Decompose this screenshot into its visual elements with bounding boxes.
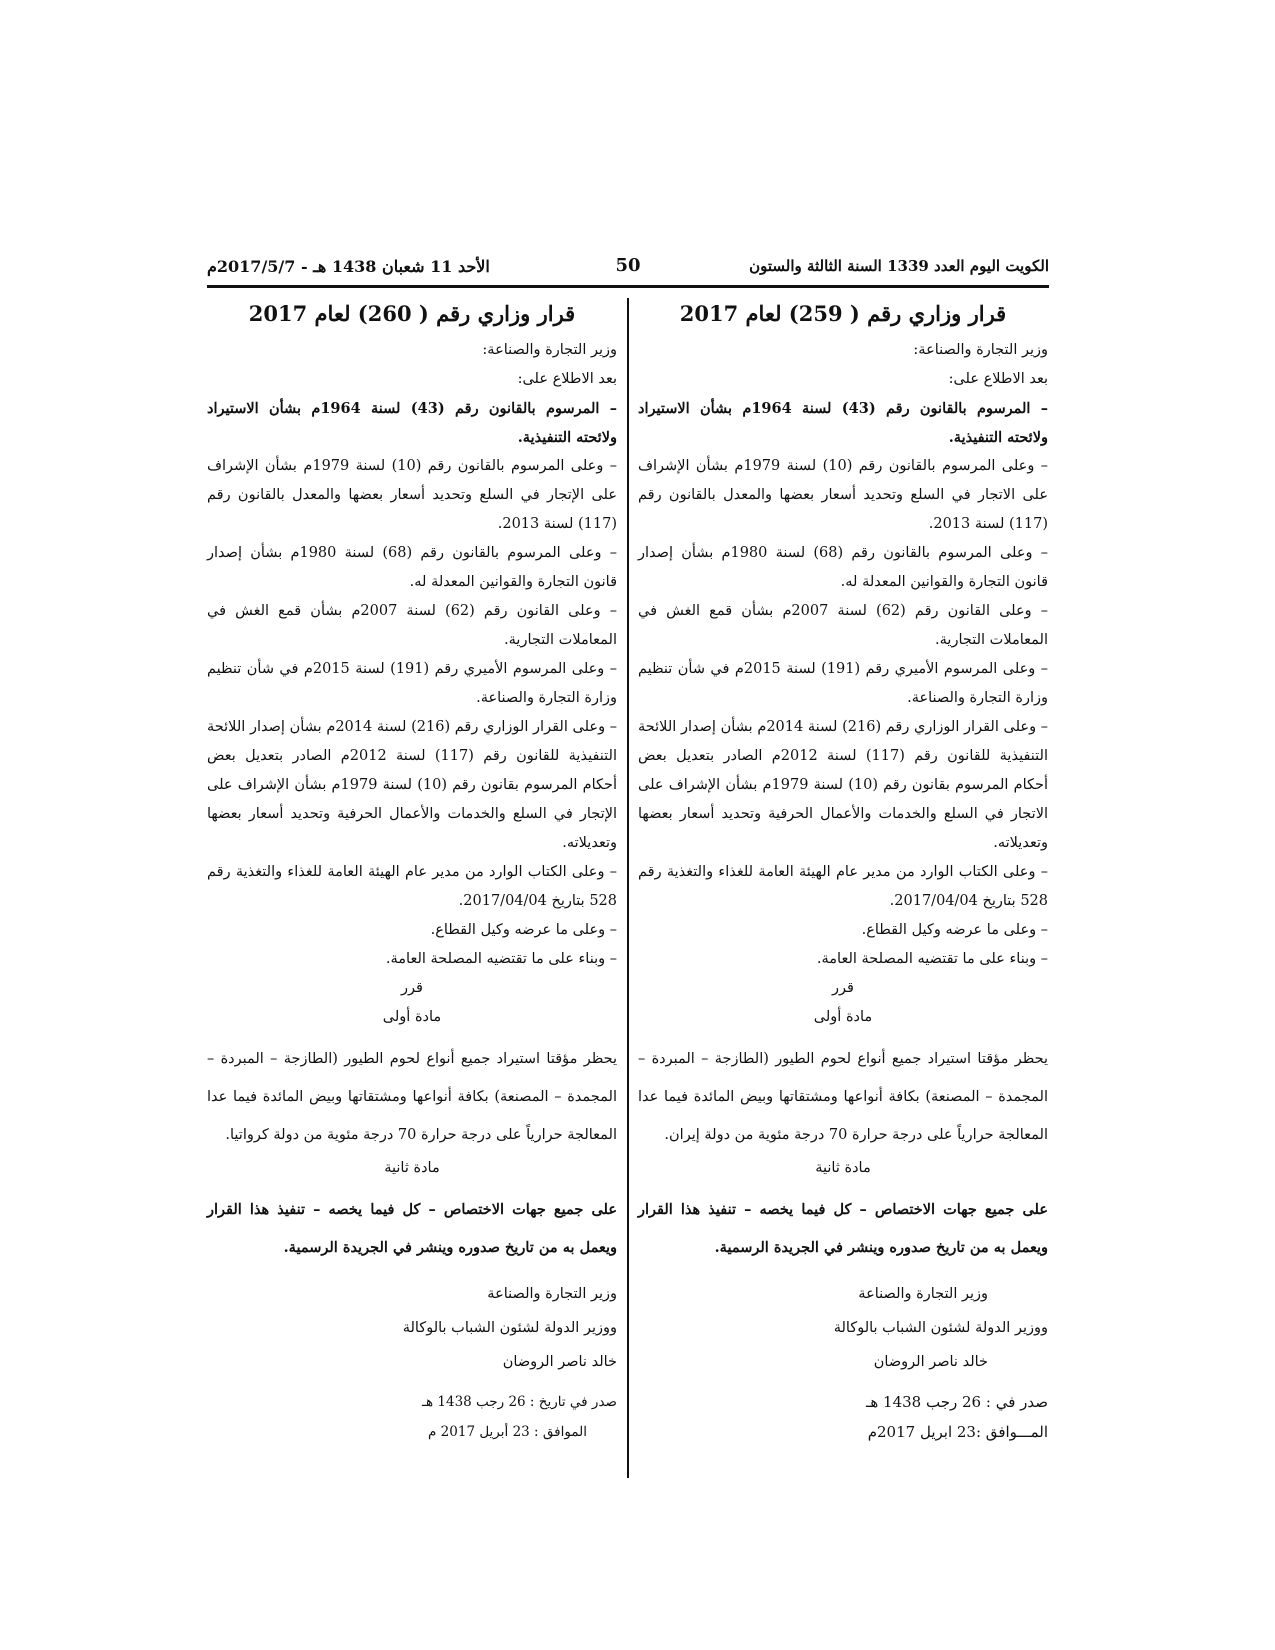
article-1-title: مادة أولى: [813, 1009, 873, 1025]
issued-date: صدر في : 26 رجب 1438 هـ: [865, 1393, 1048, 1411]
corresponding-date: المـــوافق :23 ابريل 2017م: [867, 1423, 1048, 1441]
preamble-item: – وبناء على ما تقتضيه المصلحة العامة.: [816, 951, 1048, 967]
article-1-body: يحظر مؤقتا استيراد جميع أنواع لحوم الطيور (الطازجة – المبردة – المجمدة – المصنعة) بكافة أنواعها ومشتقاتها وبيض المائدة فيما عدا المعالجة حرارياً على درجة حرارة 70 درجة مئوية من دولة كرواتيا.: [207, 1051, 617, 1143]
preamble-item: – وعلى المرسوم الأميري رقم (191) لسنة 2015م في شأن تنظيم وزارة التجارة والصناعة.: [638, 661, 1048, 706]
preamble-item: – وعلى الكتاب الوارد من مدير عام الهيئة العامة للغذاء والتغذية رقم 528 بتاريخ 2017/04/04.: [207, 864, 617, 909]
issued-date: صدر في تاريخ : 26 رجب 1438 هـ: [422, 1394, 617, 1410]
signatory-name: خالد ناصر الروضان: [873, 1354, 988, 1370]
preamble-item: – وعلى المرسوم بالقانون رقم (68) لسنة 1980م بشأن إصدار قانون التجارة والقوانين المعدلة له.: [638, 545, 1048, 590]
page-header: [207, 255, 1049, 279]
article-2-body: على جميع جهات الاختصاص – كل فيما يخصه – تنفيذ هذا القرار ويعمل به من تاريخ صدوره وينشر في الجريدة الرسمية.: [638, 1201, 1048, 1256]
column-divider: [627, 298, 629, 1478]
preamble-item: – وعلى المرسوم الأميري رقم (191) لسنة 2015م في شأن تنظيم وزارة التجارة والصناعة.: [207, 661, 617, 706]
decree-title: قرار وزاري رقم ( 259) لعام 2017: [679, 301, 1007, 326]
preamble-item: – وعلى المرسوم بالقانون رقم (10) لسنة 1979م بشأن الإشراف على الاتجار في السلع وتحديد أسعار بعضها والمعدل بالقانون رقم (117) لسنة 2013.: [638, 458, 1048, 532]
signatory-title: وزير التجارة والصناعة: [858, 1286, 988, 1302]
header-rule: [207, 285, 1049, 288]
article-1-title: مادة أولى: [382, 1009, 442, 1025]
preamble-item: – وعلى ما عرضه وكيل القطاع.: [430, 922, 617, 938]
preamble-item: – وعلى القرار الوزاري رقم (216) لسنة 2014م بشأن إصدار اللائحة التنفيذية للقانون رقم (117) لسنة 2012م الصادر بتعديل بعض أحكام المرسوم بقانون رقم (10) لسنة 1979م بشأن الإشراف على الإتجار في السلع والخدمات والأعمال الحرفية وتحديد أسعار بعضها وتعديلاته.: [207, 719, 617, 851]
preamble-item: – وعلى القرار الوزاري رقم (216) لسنة 2014م بشأن إصدار اللائحة التنفيذية للقانون رقم (117) لسنة 2012م الصادر بتعديل بعض أحكام المرسوم بقانون رقم (10) لسنة 1979م بشأن الإشراف على الاتجار في السلع والخدمات والأعمال الحرفية وتحديد أسعار بعضها وتعديلاته.: [638, 719, 1048, 851]
signatory-title: ووزير الدولة لشئون الشباب بالوكالة: [833, 1320, 1048, 1336]
signatory-title: وزير التجارة والصناعة: [487, 1286, 617, 1302]
page-number: 50: [615, 255, 641, 276]
issue-date-block: [638, 1387, 1048, 1447]
after-review-line: بعد الاطلاع على:: [948, 371, 1048, 387]
article-1-body: يحظر مؤقتا استيراد جميع أنواع لحوم الطيور (الطازجة – المبردة – المجمدة – المصنعة) بكافة أنواعها ومشتقاتها وبيض المائدة فيما عدا المعالجة حرارياً على درجة حرارة 70 درجة مئوية من دولة إيران.: [638, 1051, 1048, 1143]
signature-block: [638, 1277, 1048, 1379]
signatory-name: خالد ناصر الروضان: [502, 1354, 617, 1370]
preamble-item: – المرسوم بالقانون رقم (43) لسنة 1964م بشأن الاستيراد ولائحته التنفيذية.: [638, 400, 1049, 446]
minister-line: وزير التجارة والصناعة:: [913, 342, 1048, 358]
preamble-item: – وعلى المرسوم بالقانون رقم (68) لسنة 1980م بشأن إصدار قانون التجارة والقوانين المعدلة له.: [207, 545, 617, 590]
preamble-item: – وعلى القانون رقم (62) لسنة 2007م بشأن قمع الغش في المعاملات التجارية.: [207, 603, 617, 648]
minister-line: وزير التجارة والصناعة:: [482, 342, 617, 358]
decree-title: قرار وزاري رقم ( 260) لعام 2017: [248, 301, 576, 326]
header-date: الأحد 11 شعبان 1438 هـ - 2017/5/7م: [207, 257, 490, 276]
decided-heading: قرر: [401, 980, 423, 996]
article-2-body: على جميع جهات الاختصاص – كل فيما يخصه – تنفيذ هذا القرار ويعمل به من تاريخ صدوره وينشر في الجريدة الرسمية.: [207, 1201, 617, 1256]
issue-date-block: [207, 1387, 617, 1447]
header-issue-info: الكويت اليوم العدد 1339 السنة الثالثة والستون: [749, 257, 1049, 275]
preamble-item: – وعلى ما عرضه وكيل القطاع.: [861, 922, 1048, 938]
decree-260-column: [207, 298, 617, 1447]
article-2-title: مادة ثانية: [384, 1160, 440, 1176]
preamble-item: – وبناء على ما تقتضيه المصلحة العامة.: [385, 951, 617, 967]
decree-259-column: [638, 298, 1048, 1447]
corresponding-date: الموافق : 23 أبريل 2017 م: [428, 1424, 587, 1440]
preamble-item: – المرسوم بالقانون رقم (43) لسنة 1964م بشأن الاستيراد ولائحته التنفيذية.: [207, 400, 618, 446]
decided-heading: قرر: [832, 980, 854, 996]
signature-block: [207, 1277, 617, 1379]
signatory-title: ووزير الدولة لشئون الشباب بالوكالة: [402, 1320, 617, 1336]
article-2-title: مادة ثانية: [815, 1160, 871, 1176]
after-review-line: بعد الاطلاع على:: [517, 371, 617, 387]
preamble-item: – وعلى الكتاب الوارد من مدير عام الهيئة العامة للغذاء والتغذية رقم 528 بتاريخ 2017/04/04.: [638, 864, 1048, 909]
preamble-item: – وعلى المرسوم بالقانون رقم (10) لسنة 1979م بشأن الإشراف على الإتجار في السلع وتحديد أسعار بعضها والمعدل بالقانون رقم (117) لسنة 2013.: [207, 458, 617, 532]
preamble-item: – وعلى القانون رقم (62) لسنة 2007م بشأن قمع الغش في المعاملات التجارية.: [638, 603, 1048, 648]
